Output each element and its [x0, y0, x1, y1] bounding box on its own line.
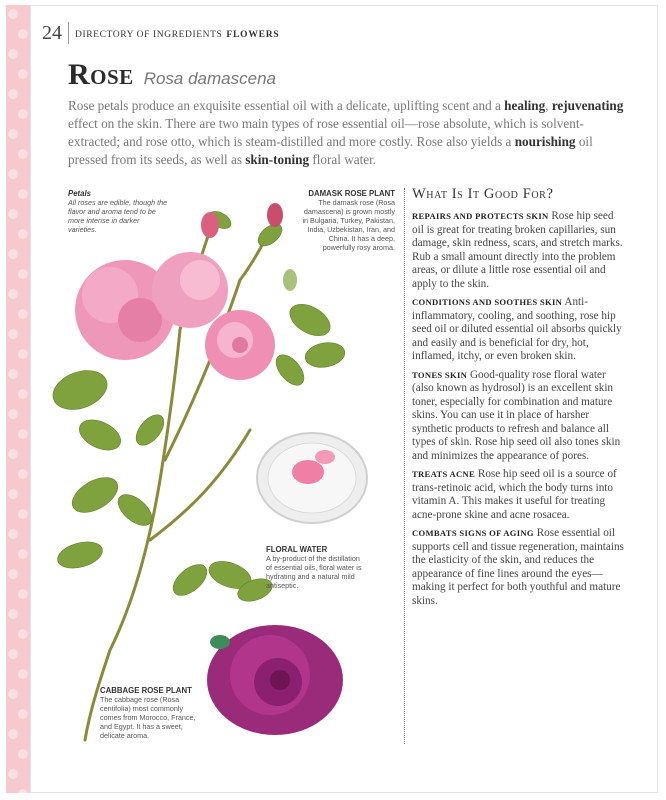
intro-bold: nourishing [514, 134, 576, 149]
rose-illustration [40, 180, 405, 760]
page-title [68, 58, 276, 92]
intro-text: , [545, 98, 552, 113]
strip-pattern-dot [8, 609, 18, 619]
annotation-heading: DAMASK ROSE PLANT [308, 189, 395, 198]
strip-pattern-dot [8, 649, 18, 659]
intro-bold: rejuvenating [551, 98, 624, 113]
intro-text: floral water. [309, 152, 377, 167]
strip-pattern-dot [18, 229, 28, 239]
strip-pattern-dot [8, 249, 18, 259]
strip-pattern-dot [18, 349, 28, 359]
strip-pattern-dot [8, 449, 18, 459]
strip-pattern-dot [8, 569, 18, 579]
benefit-heading: REPAIRS AND PROTECTS SKIN [412, 211, 549, 221]
benefit-heading: COMBATS SIGNS OF AGING [412, 528, 534, 538]
strip-pattern-dot [18, 189, 28, 199]
section-heading: What Is It Good For? [412, 186, 554, 202]
floral-water-bowl [257, 433, 367, 523]
strip-pattern-dot [18, 709, 28, 719]
benefit-text: Rose hip seed oil is great for treating broken capillaries, sun damage, skin redness, scars, and stretch marks. Rub a small amount directly into the problem areas, or dilute a little rose essential oil and apply to the skin. [412, 210, 623, 290]
decorative-side-strip [6, 5, 30, 793]
strip-pattern-dot [8, 209, 18, 219]
column-divider [404, 188, 405, 744]
strip-pattern-dot [18, 29, 28, 39]
strip-pattern-dot [18, 629, 28, 639]
benefit-heading: CONDITIONS AND SOOTHES SKIN [412, 297, 563, 307]
strip-pattern-dot [8, 489, 18, 499]
benefit-heading: TREATS ACNE [412, 469, 476, 479]
annotation-text: A by-product of the distillation of essential oils, floral water is hydrating and a natural mild antiseptic. [266, 554, 362, 590]
benefit-text: Good-quality rose floral water (also known as hydrosol) is an excellent skin toner, especially for combination and mature skins. You can use it in place of harsher synthetic products to refresh and balance all types of skin. Rose hip seed oil also tones skin and minimizes the appearance of pores. [412, 368, 621, 462]
breadcrumb-section: DIRECTORY OF INGREDIENTS [75, 30, 223, 40]
strip-pattern-dot [18, 149, 28, 159]
benefit-item [412, 468, 628, 522]
page-header [42, 22, 280, 44]
strip-pattern-dot [18, 509, 28, 519]
strip-pattern-dot [8, 369, 18, 379]
strip-pattern-dot [8, 329, 18, 339]
annotation-text: All roses are edible, though the flavor and aroma tend to be more intense in darker varieties. [68, 198, 168, 234]
strip-pattern-dot [8, 769, 18, 779]
annotation-heading: FLORAL WATER [266, 545, 328, 554]
strip-pattern-dot [8, 129, 18, 139]
annotation-text: The damask rose (Rosa damascena) is grown mostly in Bulgaria, Turkey, Pakistan, India, Uzbekistan, Iran, and China. It has a deep, powerfully rosy aroma. [302, 198, 395, 252]
strip-pattern-dot [8, 529, 18, 539]
strip-pattern-dot [18, 109, 28, 119]
strip-pattern-dot [18, 309, 28, 319]
page-number: 24 [42, 22, 69, 44]
breadcrumb-category: FLOWERS [226, 30, 280, 40]
strip-pattern-dot [18, 789, 28, 793]
benefit-item [412, 369, 628, 464]
strip-pattern-dot [8, 169, 18, 179]
annotation-cabbage-rose [100, 686, 205, 740]
strip-pattern-dot [8, 89, 18, 99]
intro-paragraph [68, 97, 628, 169]
annotation-heading: CABBAGE ROSE PLANT [100, 686, 192, 695]
title-name: Rose [68, 58, 134, 91]
annotation-floral-water [266, 545, 366, 590]
title-latin-name: Rosa damascena [143, 69, 276, 88]
strip-pattern-dot [18, 429, 28, 439]
strip-pattern-dot [18, 69, 28, 79]
annotation-text: The cabbage rose (Rosa centifolia) most commonly comes from Morocco, France, and Egypt. It has a sweet, delicate aroma. [100, 695, 196, 740]
annotation-heading: Petals [68, 189, 91, 198]
intro-text: effect on the skin. There are two main types of rose essential oil—rose absolute, which is solvent-extracted; and rose otto, which is steam-distilled and more costly. Rose also yields a [68, 116, 584, 149]
benefit-item [412, 296, 628, 364]
strip-pattern-dot [8, 409, 18, 419]
strip-pattern-dot [8, 729, 18, 739]
strip-pattern-dot [18, 549, 28, 559]
strip-pattern-dot [18, 669, 28, 679]
strip-pattern-dot [18, 469, 28, 479]
annotation-petals [68, 189, 168, 234]
strip-pattern-dot [8, 689, 18, 699]
strip-pattern-dot [8, 289, 18, 299]
benefits-list [412, 210, 628, 613]
benefit-text: Rose essential oil supports cell and tissue regeneration, maintains the elasticity of the skin, and reduces the appearance of fine lines around the eyes—making it perfect for both youthful and mature skins. [412, 527, 624, 607]
intro-bold: healing [504, 98, 546, 113]
benefit-text: Anti-inflammatory, cooling, and soothing, rose hip seed oil or diluted essential oil absorbs quickly and easily and is beneficial for dry, hot, inflamed, itchy, or even broken skin. [412, 296, 622, 362]
strip-pattern-dot [8, 9, 18, 19]
annotation-damask-rose [300, 189, 395, 252]
cabbage-rose-flower [207, 625, 343, 735]
strip-pattern-dot [18, 389, 28, 399]
intro-bold: skin-toning [245, 152, 310, 167]
strip-pattern-dot [18, 589, 28, 599]
strip-pattern-dot [8, 49, 18, 59]
breadcrumb [75, 30, 280, 40]
benefit-item [412, 210, 628, 291]
benefit-heading: TONES SKIN [412, 369, 468, 380]
strip-pattern-dot [18, 269, 28, 279]
intro-text: Rose petals produce an exquisite essential oil with a delicate, uplifting scent and a [68, 98, 505, 113]
strip-pattern-dot [18, 749, 28, 759]
intro-text: oil pressed from its seeds, as well as [68, 134, 593, 167]
benefit-item [412, 527, 628, 608]
benefit-text: Rose hip seed oil is a source of trans-retinoic acid, which the body turns into vitamin A. This makes it useful for treating acne-prone skine and acne rosacea. [412, 468, 617, 521]
